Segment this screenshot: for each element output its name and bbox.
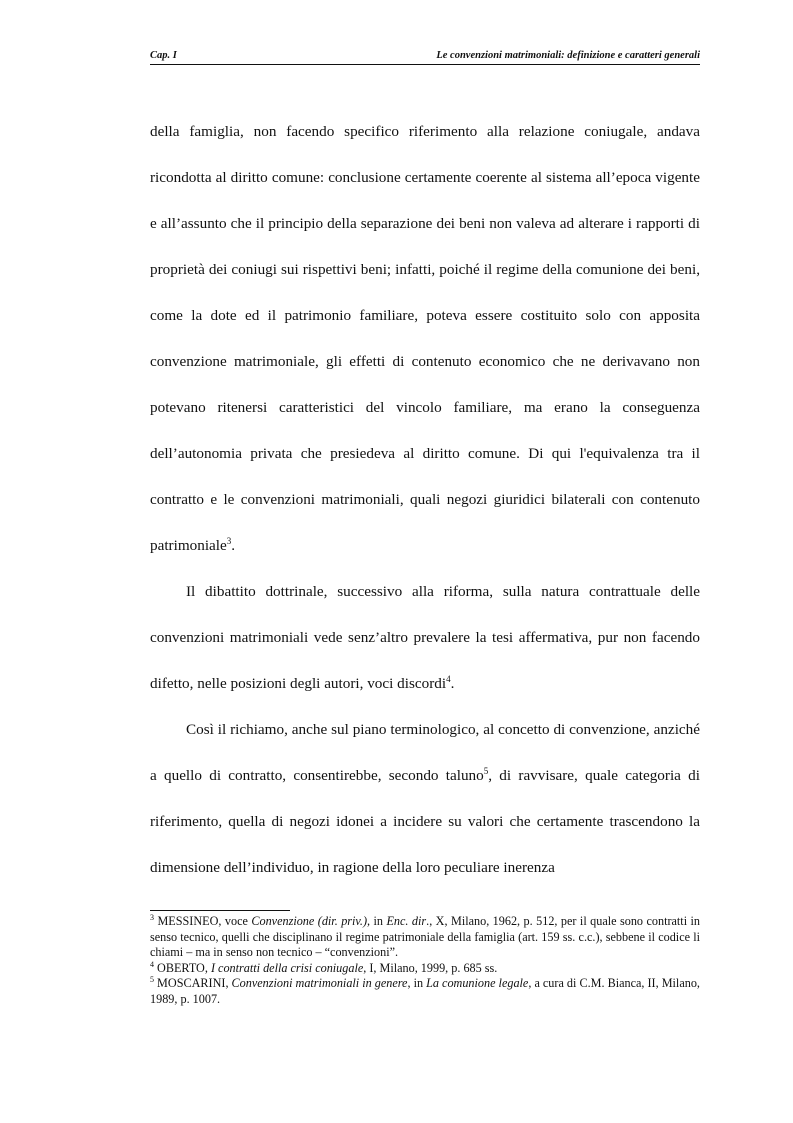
running-header xyxy=(150,50,700,65)
paragraph-2 xyxy=(150,569,700,707)
footnote-number: 4 xyxy=(150,959,154,969)
footnote-text: , I, Milano, 1999, p. 685 ss. xyxy=(363,960,498,975)
footnote-text: , in xyxy=(407,976,427,990)
footnotes xyxy=(150,914,700,1007)
footnote-ref-5: 5 xyxy=(483,766,489,776)
header-rule xyxy=(150,64,700,65)
main-text xyxy=(150,109,700,891)
footnote-number: 3 xyxy=(150,913,154,922)
footnote-italic: I contratti della crisi coniugale xyxy=(210,960,364,975)
footnote-italic: Enc. dir xyxy=(386,914,427,928)
paragraph-3-text-b: , di ravvisare, quale categoria di riferimento, quella di negozi idonei a incidere su valori che certamente trascendono la dimensione dell’individuo, in ragione della loro peculiare inerenza xyxy=(150,767,700,876)
footnote-5 xyxy=(150,976,700,1007)
footnote-italic: La comunione legale xyxy=(426,976,529,990)
footnote-ref-3: 3 xyxy=(226,536,232,546)
paragraph-3-text-a: Così il richiamo, anche sul piano terminologico, al concetto di convenzione, anziché a quello di contratto, consentirebbe, secondo taluno xyxy=(150,721,700,784)
footnote-text: OBERTO, xyxy=(154,960,211,975)
paragraph-3 xyxy=(150,707,700,891)
footnote-text: MOSCARINI, xyxy=(154,976,232,990)
footnote-4 xyxy=(150,961,700,977)
footnote-text: MESSINEO, voce xyxy=(154,914,252,928)
footnote-ref-4: 4 xyxy=(446,674,451,684)
chapter-label: Cap. I xyxy=(150,50,177,61)
paragraph-1 xyxy=(150,109,700,569)
paragraph-1-text: della famiglia, non facendo specifico riferimento alla relazione coniugale, andava ricondotta al diritto comune: conclusione certamente coerente al sistema all’epoca vigente e all’assunto che il principio della separazione dei beni non valeva ad alterare i rapporti di proprietà dei coniugi sui rispettivi beni; infatti, poiché il regime della comunione dei beni, come la dote ed il patrimonio familiare, poteva essere costituito solo con apposita convenzione matrimoniale, gli effetti di contenuto economico che ne derivavano non potevano ritenersi caratteristici del vincolo familiare, ma erano la conseguenza dell’autonomia privata che presiedeva al diritto comune. Di qui l'equivalenza tra il contratto e le convenzioni matrimoniali, quali negozi giuridici bilaterali con contenuto patrimoniale xyxy=(150,123,700,554)
paragraph-2-end: . xyxy=(450,675,455,692)
footnote-text: in xyxy=(370,914,387,928)
footnote-number: 5 xyxy=(150,975,154,984)
footnote-italic: Convenzioni matrimoniali in genere xyxy=(231,976,408,990)
footnote-text: , a cura di C.M. Bianca, II, Milano, 1989, p. 1007. xyxy=(150,976,700,1006)
footnote-text: ., X, Milano, 1962, p. 512, per il quale sono contratti in senso tecnico, quelli che disciplinano il regime patrimoniale della famiglia (art. 159 ss. c.c.), sebbene il codice li chiami – ma in senso non tecnico – “convenzioni”. xyxy=(150,914,701,959)
footnote-italic: Convenzione (dir. priv.), xyxy=(251,914,371,928)
footnote-rule xyxy=(150,910,290,911)
paragraph-1-end: . xyxy=(231,537,236,554)
chapter-title: Le convenzioni matrimoniali: definizione e caratteri generali xyxy=(436,50,700,61)
paragraph-2-text: Il dibattito dottrinale, successivo alla riforma, sulla natura contrattuale delle convenzioni matrimoniali vede senz’altro prevalere la tesi affermativa, pur non facendo difetto, nelle posizioni degli autori, voci discordi xyxy=(150,583,700,692)
footnote-3 xyxy=(150,914,700,961)
